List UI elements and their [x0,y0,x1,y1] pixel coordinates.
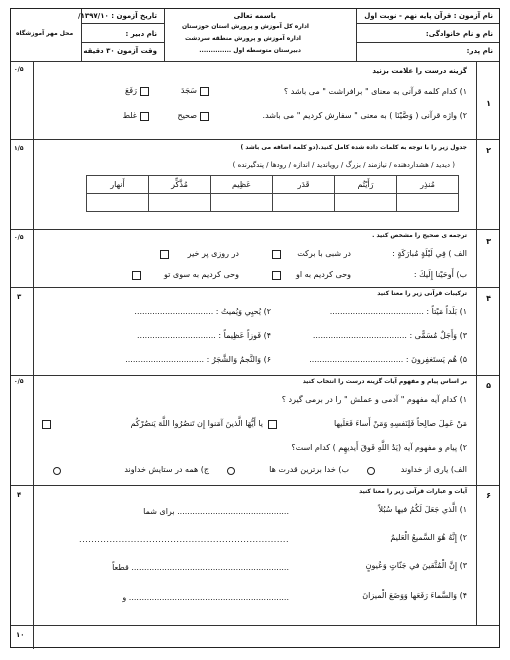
question-2-title: جدول زیر را با توجه به کلمات داده شده کامل کنید.(دو کلمه اضافه می باشد ) [240,144,467,151]
word-table [86,175,459,212]
question-3-a: الف ) فِي لَيْلَةٍ مُبارَكَةٍ : [392,249,467,258]
option-radio[interactable] [367,467,375,475]
school-name: دبیرستان متوسطه اول .............. [199,47,301,54]
row-divider [11,287,499,288]
question-6-title: آیات و عبارات قرآنی زیر را معنا کنید [359,488,467,495]
answer-cell[interactable] [335,194,397,212]
option-radio[interactable] [53,467,61,475]
school-stamp-label: محل مهر آموزشگاه [16,30,74,37]
header-vline-left [164,9,165,61]
answer-blank[interactable]: ............................................................... و [122,593,289,602]
header-row-line [81,23,164,24]
question-4-item-2: ۲) يُحيِي وَيُميتُ : ............................... [134,307,271,316]
word-cell: قَدَر [273,176,335,194]
question-5-q2-option-1: الف) یاری از خداوند [400,465,467,474]
question-5-q1-option-1: مَنْ عَمِلَ صالِحاً فَلِنَفسِهِ وَمَنْ أَساءَ فَعَلَيها [334,419,467,428]
question-6-item-2: ۲) إِنَّهُ هُوَ السَّميعُ الْعَليمُ [390,533,467,542]
question-4-score: ۳ [17,293,22,301]
question-3-title: ترجمه ی صحیح را مشخص کنید . [372,232,467,239]
question-1-title: گزینه درست را علامت بزنید [372,67,467,75]
answer-cell[interactable] [149,194,211,212]
teacher-label: نام دبیر : [125,30,157,38]
question-6-item-4: ۴) وَالسَّماءَ رَفَعَها وَوَضَعَ الْميزانَ [362,591,467,600]
row-divider [11,139,499,140]
header-vline-right [356,9,357,61]
question-1-option-a: سَجَدَ [180,86,197,95]
answer-row [87,194,459,212]
option-checkbox[interactable] [200,112,209,121]
row-divider [11,375,499,376]
question-1-score: ۰/۵ [14,66,24,73]
question-4-item-5: ۵) هُم يَستَغفِرونَ : ..................................... [309,355,467,364]
exam-sheet [10,8,500,648]
option-checkbox[interactable] [272,271,281,280]
question-5-q1-option-2: يا أَيُّهَا الَّذينَ آمَنوا إِن تَنصُرُوا اللَّهَ يَنصُرْكُم [130,419,263,428]
question-2-score: ۱/۵ [14,145,24,152]
option-checkbox[interactable] [132,271,141,280]
question-2-number: ۲ [486,146,491,155]
answer-cell[interactable] [87,194,149,212]
question-4-item-3: ۳) وَأَجَلٌ مُسَمًّى : ..................................... [312,331,467,340]
header-row-line [356,23,499,24]
word-cell: مُذَّكِّر [149,176,211,194]
question-4-title: ترکیبات قرآنی زیر را معنا کنید [377,290,467,297]
option-checkbox[interactable] [140,87,149,96]
bismillah: باسمه تعالی [233,12,276,20]
question-6-item-3: ۳) إِنَّ الْمُتَّقينَ في جَنّاتٍ وَعُيونٍ [365,561,467,570]
question-4-item-4: ۴) فَوزاً عَظِيماً : ............................... [137,331,271,340]
question-3-number: ۳ [486,237,491,246]
row-divider [11,625,499,626]
word-row [87,176,459,194]
question-5-q2-option-2: ب) خدا برترین قدرت ها [269,465,349,474]
option-checkbox[interactable] [160,250,169,259]
header-row-line [81,42,164,43]
option-checkbox[interactable] [272,250,281,259]
question-3-a-option-1: در شبی با برکت [297,249,351,258]
option-checkbox[interactable] [140,112,149,121]
question-3-b-option-2: وحی کردیم به سوی تو [164,270,239,279]
question-6-item-1: ۱) الَّذي جَعَلَ لَكُمُ فيها سُبُلاً [378,505,467,514]
father-name-label: نام پدر: [466,47,493,55]
word-cell: رَأَيْتُم [335,176,397,194]
option-radio[interactable] [227,467,235,475]
header-divider [11,61,499,62]
question-5-q2: ۲) پیام و مفهوم آیه (يَدُ اللَّهِ فَوقَ أَيديهِم ) کدام است؟ [291,443,467,452]
question-1-option-d: غلط [122,111,137,120]
question-3-b: ب) أَوحَيْنا إِلَيكَ : [413,270,467,279]
office-line-1: اداره کل آموزش و پرورش استان خوزستان [181,23,309,30]
question-3-a-option-2: در روزی پر خیر [187,249,239,258]
word-cell: مُنذِر [397,176,459,194]
question-3-score: ۰/۵ [14,234,24,241]
word-cell: عَظِيم [211,176,273,194]
question-5-title: بر اساس پیام و مفهوم آیات گزینه درست را انتخاب کنید [302,378,467,385]
total-score: ۱۰ [16,631,25,639]
header-row-line [356,42,499,43]
question-4-item-1: ۱) بَلَداً مَيْتاً : ..................................... [329,307,467,316]
answer-blank[interactable]: ..................................................................... [79,535,289,544]
row-divider [11,485,499,486]
number-column-line [476,61,477,625]
exam-date: تاریخ آزمون : ۱۳۹۷/۱۰/ [78,12,157,20]
question-4-number: ۴ [486,294,491,303]
question-6-score: ۴ [17,491,22,499]
question-1-line-2: ۲) واژه قرآنی ( وَصَّيْنَا ) به معنی " سفارش کردیم " می باشد. [262,111,467,120]
office-line-2: اداره آموزش و پرورش منطقه سردشت [184,35,301,42]
question-5-q2-option-3: ج) همه در ستایش خداوند [124,465,209,474]
answer-blank[interactable]: .............................................................. قطعاً [112,563,289,572]
question-1-option-b: رَفَعَ [125,86,137,95]
question-5-score: ۰/۵ [14,378,24,385]
answer-cell[interactable] [397,194,459,212]
answer-cell[interactable] [273,194,335,212]
option-checkbox[interactable] [200,87,209,96]
question-3-b-option-1: وحی کردیم به او [295,270,351,279]
question-1-option-c: صحیح [177,111,197,120]
answer-cell[interactable] [211,194,273,212]
question-1-number: ۱ [486,99,491,108]
row-divider [11,229,499,230]
option-checkbox[interactable] [42,420,51,429]
question-1-line-1: ۱) کدام کلمه قرآنی به معنای " برافراشت " می باشد ؟ [283,87,467,96]
question-6-number: ۶ [486,491,491,500]
score-column-line [33,61,34,649]
word-bank: ( دیدید / هشداردهنده / نیازمند / بزرگ / رویاندید / اندازه / رودها / پندگیرنده ) [232,161,455,169]
question-4-item-6: ۶) وَالنَّجمُ وَالشَّجَرُ : ............................... [125,355,271,364]
answer-blank[interactable]: ............................................ برای شما [143,507,289,516]
option-checkbox[interactable] [268,420,277,429]
student-name-label: نام و نام خانوادگی: [425,30,493,38]
word-cell: أَنهار [87,176,149,194]
exam-duration: وقت آزمون ۳۰ دقیقه [83,47,157,55]
course-info: نام آزمون : قرآن پایه نهم - نوبت اول [364,12,493,20]
question-5-number: ۵ [486,381,491,390]
question-5-q1: ۱) کدام آیه مفهوم " آدمی و عملش " را در برمی گیرد ؟ [281,395,467,404]
